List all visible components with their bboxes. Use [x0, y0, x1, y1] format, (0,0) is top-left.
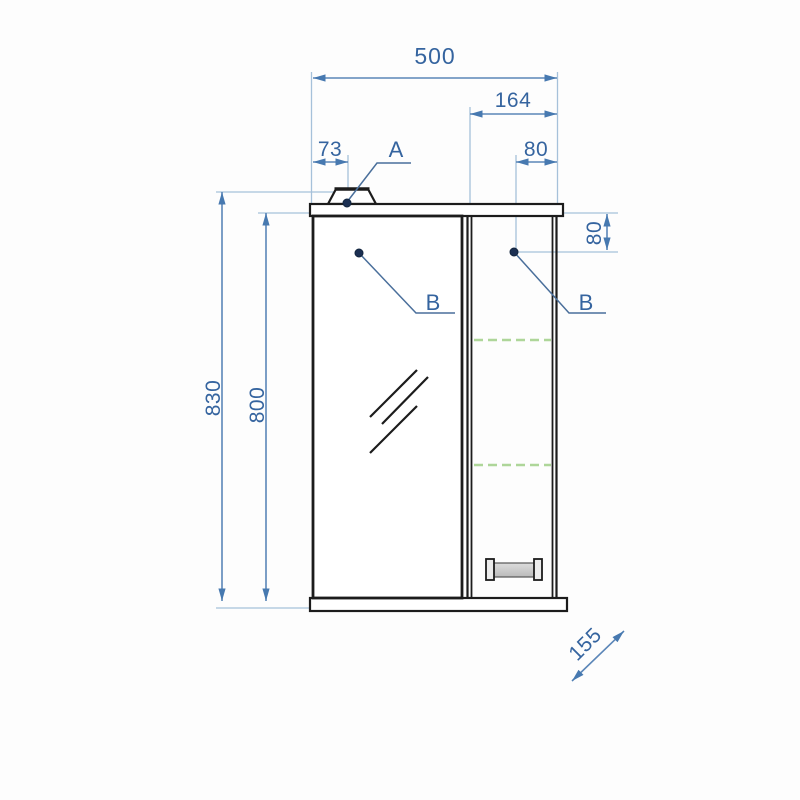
label-callout-lamp: A	[388, 137, 404, 162]
label-lamp-offset: 73	[317, 138, 343, 161]
label-callout-right-door: B	[578, 290, 594, 315]
leader-dot-mirror-door	[355, 249, 363, 257]
label-total-width: 500	[414, 43, 456, 69]
handle-cap-right	[534, 559, 542, 580]
right-door	[468, 216, 557, 598]
door-handle	[486, 559, 542, 580]
leader-dot-right-door	[510, 248, 518, 256]
label-marker-offset: 80	[523, 138, 549, 161]
mirror-door	[313, 216, 462, 598]
label-total-height: 830	[202, 379, 225, 417]
label-callout-mirror-door: B	[425, 290, 441, 315]
leader-dot-lamp	[343, 199, 351, 207]
bottom-plinth	[310, 598, 567, 611]
label-door-width: 164	[494, 89, 532, 112]
handle-bar	[493, 563, 535, 577]
handle-cap-left	[486, 559, 494, 580]
label-body-height: 800	[246, 386, 269, 424]
label-depth: 155	[564, 623, 607, 666]
label-marker-drop: 80	[583, 220, 606, 246]
